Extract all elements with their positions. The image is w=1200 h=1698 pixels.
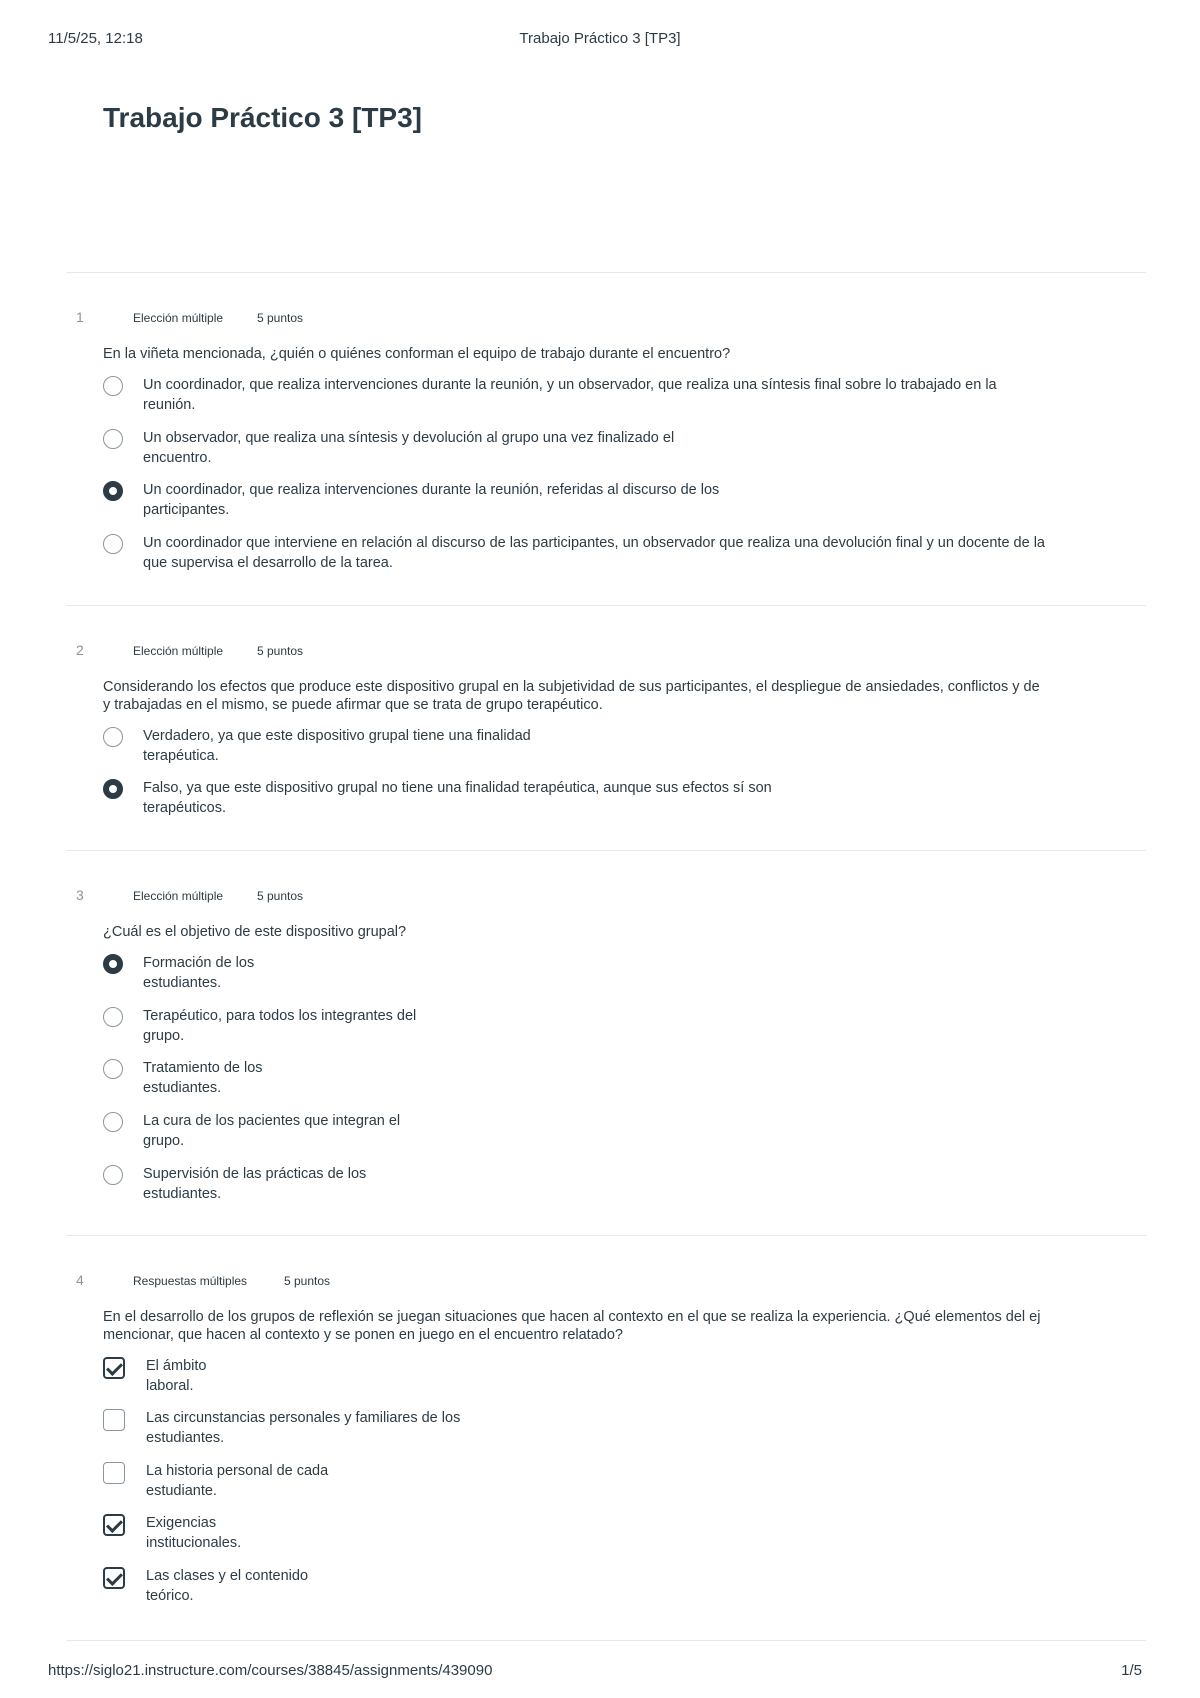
checkbox[interactable] <box>103 1567 125 1589</box>
radio-button[interactable] <box>103 1165 123 1185</box>
page-title: Trabajo Práctico 3 [TP3] <box>103 102 422 133</box>
question-number: 2 <box>76 642 84 658</box>
question-number: 3 <box>76 887 84 903</box>
answer-label: Las clases y el contenido teórico. <box>146 1568 309 1604</box>
checkbox[interactable] <box>103 1357 125 1379</box>
question-text: Considerando los efectos que produce este dispositivo grupal en la subjetividad de sus participantes, el despliegue de ansiedades, conflictos y de y trabajadas en el mismo, se puede afirmar que se trata de grupo terapéutico. <box>103 679 1040 713</box>
radio-button[interactable] <box>103 954 123 974</box>
question-points: 5 puntos <box>284 1274 331 1288</box>
answer-label: Un coordinador, que realiza intervenciones durante la reunión, referidas al discurso de los participantes. <box>143 482 720 518</box>
answer-label: Las circunstancias personales y familiares de los estudiantes. <box>146 1410 461 1446</box>
question-4 <box>66 1235 1146 1641</box>
answer-label: La cura de los pacientes que integran el grupo. <box>143 1113 401 1149</box>
radio-button[interactable] <box>103 1112 123 1132</box>
divider <box>66 1640 1146 1641</box>
page-number: 1/5 <box>1121 1662 1142 1679</box>
question-text: ¿Cuál es el objetivo de este dispositivo grupal? <box>103 924 407 940</box>
question-type: Elección múltiple <box>133 311 224 325</box>
radio-button[interactable] <box>103 376 123 396</box>
answer-label: Un coordinador, que realiza intervenciones durante la reunión, y un observador, que realiza una síntesis final sobre lo trabajado en la reunión. <box>143 377 997 413</box>
radio-button[interactable] <box>103 429 123 449</box>
question-number: 1 <box>76 309 84 325</box>
radio-button[interactable] <box>103 534 123 554</box>
question-points: 5 puntos <box>257 311 304 325</box>
question-points: 5 puntos <box>257 644 304 658</box>
page-url: https://siglo21.instructure.com/courses/38845/assignments/439090 <box>48 1662 493 1679</box>
question-text: En la viñeta mencionada, ¿quién o quiénes conforman el equipo de trabajo durante el encuentro? <box>103 346 731 362</box>
question-1 <box>66 272 1146 606</box>
question-type: Respuestas múltiples <box>133 1274 248 1288</box>
answer-label: Un coordinador que interviene en relación al discurso de las participantes, un observador que realiza una devolución final y un docente de la que supervisa el desarrollo de la tarea. <box>143 535 1045 571</box>
checkbox[interactable] <box>103 1462 125 1484</box>
question-number: 4 <box>76 1272 84 1288</box>
answer-label: Falso, ya que este dispositivo grupal no tiene una finalidad terapéutica, aunque sus efectos sí son terapéuticos. <box>143 780 772 816</box>
question-points: 5 puntos <box>257 889 304 903</box>
question-type: Elección múltiple <box>133 644 224 658</box>
answer-label: Tratamiento de los estudiantes. <box>143 1060 263 1096</box>
answer-label: El ámbito laboral. <box>146 1358 207 1394</box>
answer-label: Formación de los estudiantes. <box>143 955 255 991</box>
question-2 <box>66 605 1146 851</box>
checkbox[interactable] <box>103 1514 125 1536</box>
radio-button[interactable] <box>103 727 123 747</box>
radio-button[interactable] <box>103 1059 123 1079</box>
print-footer <box>48 1662 1152 1682</box>
answer-label: La historia personal de cada estudiante. <box>146 1463 329 1499</box>
question-type: Elección múltiple <box>133 889 224 903</box>
radio-button[interactable] <box>103 1007 123 1027</box>
question-text: En el desarrollo de los grupos de reflexión se juegan situaciones que hacen al contexto en el que se realiza la experiencia. ¿Qué elementos del ej mencionar, que hacen al contexto y se ponen en juego en el encuentro relatado? <box>103 1309 1041 1343</box>
answer-label: Terapéutico, para todos los integrantes del grupo. <box>143 1008 417 1044</box>
answer-label: Exigencias institucionales. <box>146 1515 242 1551</box>
print-title: Trabajo Práctico 3 [TP3] <box>519 30 681 47</box>
answer-label: Verdadero, ya que este dispositivo grupal tiene una finalidad terapéutica. <box>143 728 531 764</box>
answer-label: Un observador, que realiza una síntesis y devolución al grupo una vez finalizado el encuentro. <box>143 430 675 466</box>
answer-label: Supervisión de las prácticas de los estudiantes. <box>143 1166 367 1202</box>
print-header <box>48 30 1152 50</box>
checkbox[interactable] <box>103 1409 125 1431</box>
question-3 <box>66 850 1146 1236</box>
print-date: 11/5/25, 12:18 <box>48 30 143 47</box>
radio-button[interactable] <box>103 481 123 501</box>
radio-button[interactable] <box>103 779 123 799</box>
